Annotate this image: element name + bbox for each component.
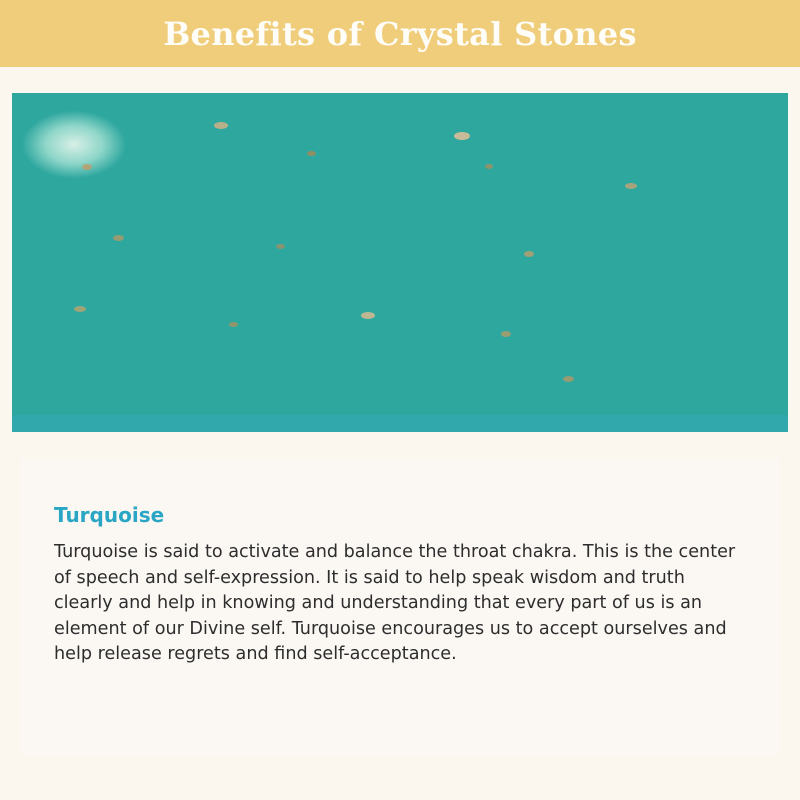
turquoise-stones-photo [12, 93, 788, 415]
stone-speck [214, 122, 228, 129]
stone-speck [276, 244, 285, 249]
page-title: Benefits of Crystal Stones [163, 14, 637, 53]
stone-speck [679, 306, 691, 312]
stone-speck [113, 235, 124, 241]
stone-speck [416, 225, 429, 232]
stone-speck [361, 312, 375, 319]
page-header [0, 0, 800, 67]
stone-speck [454, 132, 470, 140]
stone-speck [524, 251, 534, 257]
stone-speck [307, 151, 316, 156]
stones-texture [12, 93, 788, 415]
info-card [20, 458, 780, 756]
stone-speck [74, 306, 86, 312]
stone-speck [501, 331, 511, 337]
stone-speck [82, 164, 92, 170]
card-title: Turquoise [54, 503, 165, 527]
image-accent-strip [12, 415, 788, 432]
stone-speck [563, 376, 574, 382]
stone-speck [229, 322, 238, 327]
stone-speck [485, 164, 493, 169]
stone-speck [625, 183, 637, 189]
card-body-text: Turquoise is said to activate and balance the throat chakra. This is the center of speech and self-expression. It is said to help speak wisdom and truth clearly and help in knowing and understanding that every part of us is an element of our Divine self. Turquoise encourages us to accept ourselves and help release regrets and find self-acceptance. [54, 542, 736, 664]
